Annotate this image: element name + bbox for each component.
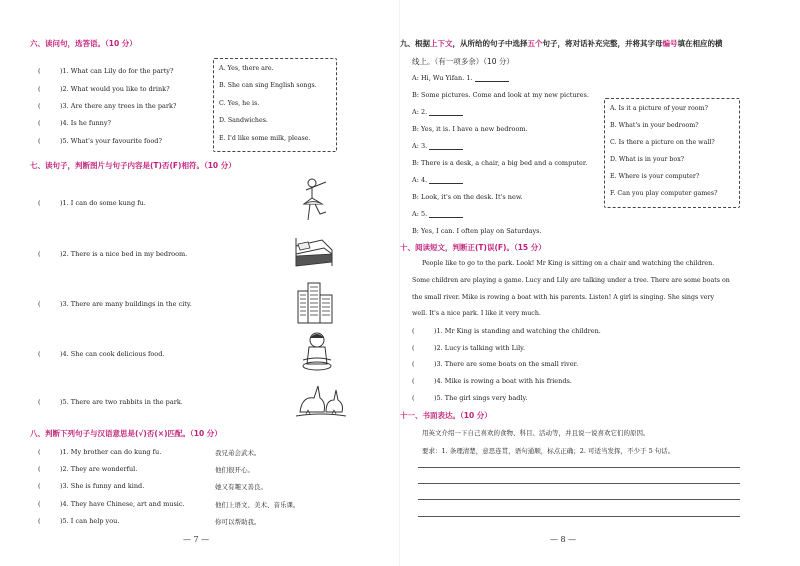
cooking-girl-icon — [297, 330, 337, 374]
s7-item-4: ( )4. She can cook delicious food. — [38, 350, 165, 358]
blank-2[interactable] — [429, 109, 463, 116]
rabbits-icon — [296, 382, 346, 420]
s6-question-2: ( )2. What would you like to drink? — [38, 85, 170, 93]
s6-option-b: B. She can sing English songs. — [219, 82, 317, 89]
s7-item-2: ( )2. There is a nice bed in my bedroom. — [38, 250, 188, 258]
s6-question-3: ( )3. Are there any trees in the park? — [38, 102, 177, 110]
s9-option-a: A. Is it a picture of your room? — [610, 105, 708, 112]
s9-option-d: D. What is in your box? — [610, 156, 685, 163]
s10-item-4: ( )4. Mike is rowing a boat with his friends. — [412, 377, 572, 385]
s8-item-4: ( )4. They have Chinese, art and music. — [38, 500, 185, 508]
s10-passage-line-1: People like to go to the park. Look! Mr King is sitting on a chair and watching the children. — [422, 260, 715, 267]
s6-question-1: ( )1. What can Lily do for the party? — [38, 67, 174, 75]
page-number-right: — 8 — — [550, 535, 577, 544]
s6-options-box — [213, 58, 337, 152]
s9-dialog-6: B: There is a desk, a chair, a big bed and a computer. — [412, 159, 588, 167]
buildings-icon — [296, 281, 336, 325]
section-7-title: 七、读句子，判断图片与句子内容是(T)否(F)相符。（10 分） — [30, 161, 236, 170]
s9-dialog-3: A: 2. — [412, 108, 463, 116]
writing-line-1[interactable] — [418, 467, 740, 468]
section-11-title: 十一、书面表达。（10 分） — [400, 411, 492, 420]
right-page — [400, 0, 800, 566]
s9-dialog-2: B: Some pictures. Come and look at my new pictures. — [412, 91, 589, 99]
s9-dialog-8: B: Look, it's on the desk. It's new. — [412, 193, 523, 201]
s10-item-1: ( )1. Mr King is standing and watching the children. — [412, 327, 601, 335]
s10-item-5: ( )5. The girl sings very badly. — [412, 394, 528, 402]
s6-question-4: ( )4. Is he funny? — [38, 119, 111, 127]
s8-item-3: ( )3. She is funny and kind. — [38, 482, 145, 490]
writing-line-3[interactable] — [418, 499, 740, 500]
s9-dialog-4: B: Yes, it is. I have a new bedroom. — [412, 125, 528, 133]
s9-dialog-10: B: Yes, I can. I often play on Saturdays. — [412, 227, 542, 235]
s9-dialog-1: A: Hi, Wu Yifan. 1. — [412, 74, 509, 82]
s7-item-5: ( )5. There are two rabbits in the park. — [38, 398, 183, 406]
s11-instruction-2: 要求：1. 条理清楚，意思连贯，语句通顺，标点正确；2. 可适当发挥，不少于 5 句话。 — [422, 447, 675, 455]
blank-4[interactable] — [429, 177, 463, 184]
s9-dialog-9: A: 5. — [412, 210, 463, 218]
s7-item-1: ( )1. I can do some kung fu. — [38, 199, 146, 207]
s9-dialog-7: A: 4. — [412, 176, 463, 184]
s11-instruction-1: 用英文介绍一下自己喜欢的食物、科目、活动等，并且说一说喜欢它们的原因。 — [422, 429, 650, 437]
s6-question-5: ( )5. What's your favourite food? — [38, 137, 162, 145]
s8-item-3-zh: 她又有趣又善良。 — [215, 483, 267, 491]
blank-5[interactable] — [429, 211, 463, 218]
writing-line-2[interactable] — [418, 483, 740, 484]
s9-options-box — [604, 98, 740, 208]
s9-dialog-5: A: 3. — [412, 142, 463, 150]
s9-option-c: C. Is there a picture on the wall? — [610, 139, 715, 146]
writing-line-4[interactable] — [418, 516, 740, 517]
s6-option-a: A. Yes, there are. — [219, 65, 274, 72]
s6-option-c: C. Yes, he is. — [219, 100, 260, 107]
blank-3[interactable] — [429, 143, 463, 150]
s9-option-f: F. Can you play computer games? — [610, 190, 718, 197]
s8-item-5: ( )5. I can help you. — [38, 517, 120, 525]
s10-item-2: ( )2. Lucy is talking with Lily. — [412, 344, 526, 352]
s10-passage-line-4: well. It's a nice park. I like it very much. — [412, 310, 541, 317]
s8-item-2-zh: 他们很开心。 — [215, 466, 254, 474]
section-9-title: 九、根据上下文，从所给的句子中选择五个句子，将对话补充完整，并将其字母编号填在相应的横 — [400, 39, 723, 48]
s9-option-b: B. What's in your bedroom? — [610, 122, 699, 129]
s6-option-d: D. Sandwiches. — [219, 117, 268, 124]
s10-passage-line-2: Some children are playing a game. Lucy and Lily are talking under a tree. There are some boats on — [412, 277, 730, 284]
s8-item-5-zh: 你可以帮助我。 — [215, 518, 261, 526]
section-9-title-line2: 线上。（有一项多余）（10 分） — [412, 57, 514, 66]
s6-option-e: E. I'd like some milk, please. — [219, 135, 311, 142]
s10-passage-line-3: the small river. Mike is rowing a boat with his parents. Listen! A girl is singing. She sings very — [412, 294, 715, 301]
s9-option-e: E. Where is your computer? — [610, 173, 700, 180]
blank-1[interactable] — [475, 75, 509, 82]
page-number-left: — 7 — — [183, 535, 210, 544]
s10-item-3: ( )3. There are some boats on the small river. — [412, 360, 579, 368]
s8-item-1-zh: 我兄弟会武术。 — [215, 449, 261, 457]
s7-item-3: ( )3. There are many buildings in the city. — [38, 300, 192, 308]
s8-item-4-zh: 他们上语文、美术、音乐课。 — [215, 501, 300, 509]
section-6-title: 六、读问句，选答语。（10 分） — [30, 39, 137, 48]
ballet-girl-icon — [296, 176, 334, 224]
bed-icon — [292, 232, 336, 272]
s8-item-1: ( )1. My brother can do kung fu. — [38, 448, 162, 456]
section-10-title: 十、阅读短文，判断正(T)误(F)。（15 分） — [400, 243, 546, 252]
s8-item-2: ( )2. They are wonderful. — [38, 465, 138, 473]
section-8-title: 八、判断下列句子与汉语意思是(√)否(×)匹配。（10 分） — [30, 429, 222, 438]
